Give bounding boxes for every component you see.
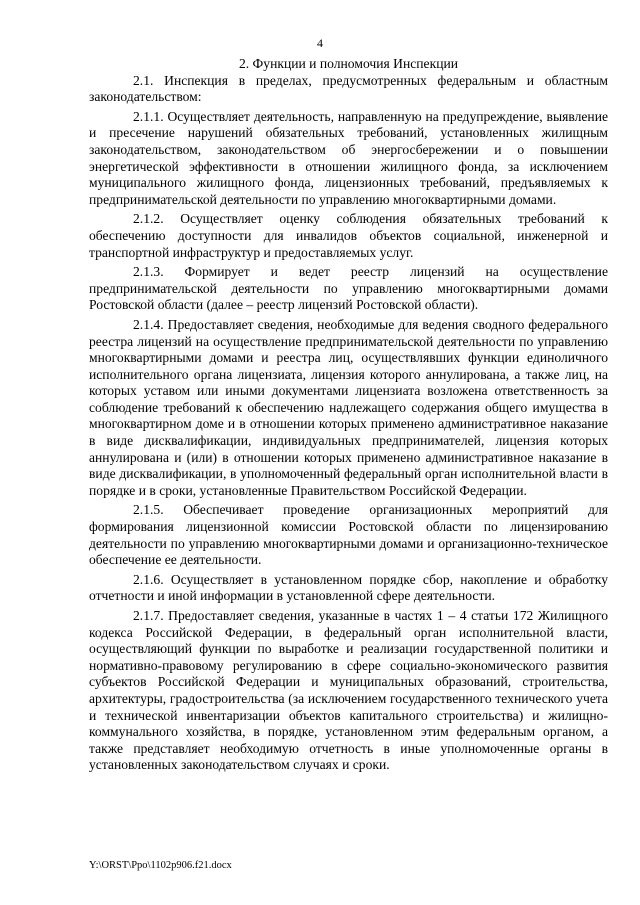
paragraph-2-1-1: 2.1.1. Осуществляет деятельность, направленную на предупреждение, выявление и пресечение нарушений обязательных требований, установленных жилищным законодательством, законодательством об энергосбережении и о повышении энергетической эффективности в отношении жилищного фонда, за исключением муниципального жилищного фонда, лицензионных требований, предъявляемых к предпринимательской деятельности по управлению многоквартирными домами. bbox=[89, 108, 608, 207]
paragraph-2-1-7: 2.1.7. Предоставляет сведения, указанные в частях 1 – 4 статьи 172 Жилищного кодекса Российской Федерации, в федеральный орган исполнительной власти, осуществляющий функции по выработке и реализации государственной политики и нормативно-правовому регулированию в сфере социально-экономического развития субъектов Российской Федерации и муниципальных образований, строительства, архитектуры, градостроительства (за исключением государственного технического учета и технической инвентаризации объектов капитального строительства) и жилищно-коммунального хозяйства, в порядке, установленном этим федеральным органом, а также представляет необходимую отчетность в иные уполномоченные органы в установленных законодательством случаях и сроки. bbox=[89, 608, 608, 773]
paragraph-2-1-4: 2.1.4. Предоставляет сведения, необходимые для ведения сводного федерального реестра лицензий на осуществление предпринимательской деятельности по управлению многоквартирными домами и реестра лиц, осуществлявших функции единоличного исполнительного органа лицензиата, лицензия которого аннулирована, а также лиц, на которых уставом или иными документами лицензиата возложена ответственность за соблюдение требований к обеспечению надлежащего содержания общего имущества в многоквартирном доме и в отношении которых применено административное наказание в виде дисквалификации, индивидуальных предпринимателей, лицензия которых аннулирована и (или) в отношении которых применено административное наказание в виде дисквалификации, в уполномоченный федеральный орган исполнительной власти в порядке и в сроки, установленные Правительством Российской Федерации. bbox=[89, 316, 608, 498]
paragraph-2-1: 2.1. Инспекция в пределах, предусмотренных федеральным и областным законодательством: bbox=[89, 72, 608, 105]
paragraph-2-1-3: 2.1.3. Формирует и ведет реестр лицензий на осуществление предпринимательской деятельности по управлению многоквартирными домами Ростовской области (далее – реестр лицензий Ростовской области). bbox=[89, 264, 608, 313]
paragraph-2-1-5: 2.1.5. Обеспечивает проведение организационных мероприятий для формирования лицензионной комиссии Ростовской области по лицензированию деятельности по управлению многоквартирными домами и организационно-техническое обеспечение ее деятельности. bbox=[89, 502, 608, 568]
document-body bbox=[89, 56, 608, 777]
page-number: 4 bbox=[317, 36, 323, 50]
paragraph-2-1-2: 2.1.2. Осуществляет оценку соблюдения обязательных требований к обеспечению доступности для инвалидов объектов социальной, инженерной и транспортной инфраструктур и предоставляемых услуг. bbox=[89, 211, 608, 260]
paragraph-2-1-6: 2.1.6. Осуществляет в установленном порядке сбор, накопление и обработку отчетности и иной информации в установленной сфере деятельности. bbox=[89, 571, 608, 604]
file-path-footer: Y:\ORST\Ppo\1102p906.f21.docx bbox=[89, 860, 232, 871]
section-heading: 2. Функции и полномочия Инспекции bbox=[238, 56, 459, 71]
